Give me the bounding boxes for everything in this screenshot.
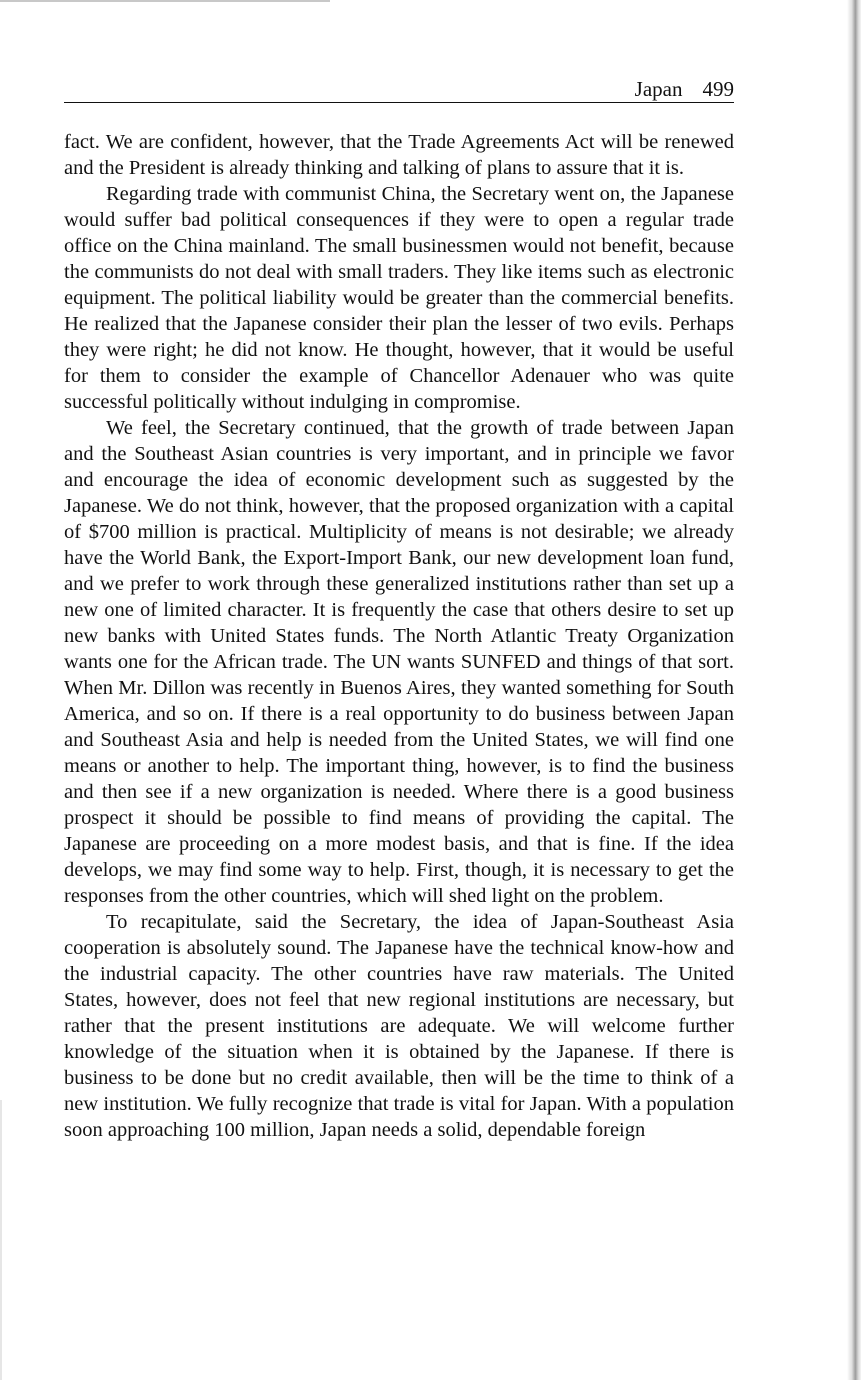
paragraph-southeast-asia-trade: We feel, the Secretary continued, that the growth of trade between Japan and the Southeast Asian countries is very important, and in principle we favor and encourage the idea of economic development such as suggested by the Japanese. We do not think, however, that the proposed organization with a capital of $700 million is practical. Multiplicity of means is not desirable; we already have the World Bank, the Export-Import Bank, our new development loan fund, and we prefer to work through these generalized institutions rather than set up a new one of limited character. It is frequently the case that others desire to set up new banks with United States funds. The North Atlantic Treaty Organization wants one for the African trade. The UN wants SUNFED and things of that sort. When Mr. Dillon was recently in Buenos Aires, they wanted something for South America, and so on. If there is a real opportunity to do business between Japan and Southeast Asia and help is needed from the United States, we will find one means or another to help. The important thing, however, is to find the business and then see if a new organization is needed. Where there is a good business prospect it should be possible to find means of providing the capital. The Japanese are proceeding on a more modest basis, and that is fine. If the idea develops, we may find some way to help. First, though, it is necessary to get the responses from the other countries, which will shed light on the problem. [64,417,734,907]
paragraph-continuation: fact. We are confident, however, that the Trade Agreements Act will be renewed and the President is already thinking and talking of plans to assure that it is. [64,131,734,179]
paragraph-china-trade: Regarding trade with communist China, the Secretary went on, the Japanese would suffer bad political consequences if they were to open a regular trade office on the China mainland. The small businessmen would not benefit, because the communists do not deal with small traders. They like items such as electronic equipment. The political liability would be greater than the commercial benefits. He realized that the Japanese consider their plan the lesser of two evils. Perhaps they were right; he did not know. He thought, however, that it would be useful for them to consider the example of Chancellor Adenauer who was quite successful politically without indulging in compromise. [64,183,734,413]
page-number: 499 [702,77,734,101]
body-text [64,129,734,1143]
running-header [64,76,734,103]
paragraph-recapitulation: To recapitulate, said the Secretary, the idea of Japan-Southeast Asia cooperation is absolutely sound. The Japanese have the technical know-how and the industrial capacity. The other countries have raw materials. The United States, however, does not feel that new regional institutions are necessary, but rather that the present institutions are adequate. We will welcome further knowledge of the situation when it is obtained by the Japanese. If there is business to be done but no credit available, then will be the time to think of a new institution. We fully recognize that trade is vital for Japan. With a population soon approaching 100 million, Japan needs a solid, dependable foreign [64,911,734,1141]
book-spine-edge [847,0,861,1380]
scan-top-rule [0,0,330,2]
page-left-edge [0,1100,2,1380]
header-section-title: Japan [634,77,683,101]
